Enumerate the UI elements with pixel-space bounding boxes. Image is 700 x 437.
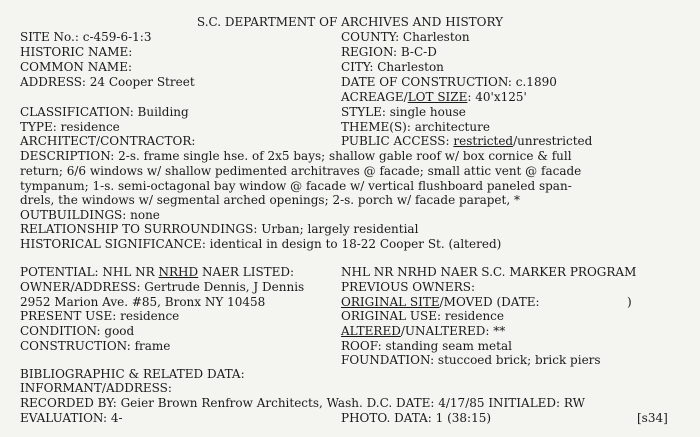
architect-contractor: ARCHITECT/CONTRACTOR:: [20, 134, 196, 148]
previous-owners: PREVIOUS OWNERS:: [341, 280, 475, 294]
county: COUNTY: Charleston: [341, 30, 470, 44]
listed-options: NHL NR NRHD NAER S.C. MARKER PROGRAM: [341, 265, 637, 279]
original-use: ORIGINAL USE: residence: [341, 309, 505, 323]
construction: CONSTRUCTION: frame: [20, 339, 171, 353]
common-name: COMMON NAME:: [20, 60, 133, 74]
moved-date-close: ): [627, 295, 632, 309]
description-line-3: tympanum; 1-s. semi-octagonal bay window @ facade w/ vertical flushboard paneled span-: [20, 179, 572, 193]
roof: ROOF: standing seam metal: [341, 339, 512, 353]
present-use: PRESENT USE: residence: [20, 309, 180, 323]
potential-label: POTENTIAL: NHL NR: [20, 265, 159, 279]
site-number: SITE No.: c-459-6-1:3: [20, 30, 152, 44]
moved-date-label: /MOVED (DATE:: [439, 295, 540, 309]
address: ADDRESS: 24 Cooper Street: [20, 75, 195, 89]
acreage-value: : 40'x125': [467, 90, 527, 104]
card-code: [s34]: [637, 411, 668, 425]
city: CITY: Charleston: [341, 60, 444, 74]
historic-name: HISTORIC NAME:: [20, 45, 133, 59]
public-access: [341, 134, 592, 149]
access-restricted: restricted: [453, 134, 514, 148]
acreage-label: ACREAGE/: [341, 90, 408, 104]
relationship-to-surroundings: RELATIONSHIP TO SURROUNDINGS: Urban; largely residential: [20, 222, 419, 236]
altered-unaltered: [341, 324, 505, 339]
condition: CONDITION: good: [20, 324, 135, 338]
evaluation: EVALUATION: 4-: [20, 411, 123, 425]
description-line-4: drels, the windows w/ segmental arched openings; 2-s. porch w/ facade parapet, *: [20, 193, 520, 207]
description-line-2: return; 6/6 windows w/ shallow pedimented architraves @ facade; small attic vent @ facade: [20, 164, 582, 178]
potential: [20, 265, 294, 280]
potential-listed: NAER LISTED:: [198, 265, 295, 279]
type: TYPE: residence: [20, 120, 120, 134]
region: REGION: B-C-D: [341, 45, 437, 59]
altered-label: ALTERED: [341, 324, 401, 338]
lot-size-label: LOT SIZE: [407, 90, 468, 104]
recorded-by: RECORDED BY: Geier Brown Renfrow Architects, Wash. D.C. DATE: 4/17/85 INITIALED: RW: [20, 396, 586, 410]
original-site-label: ORIGINAL SITE: [341, 295, 440, 309]
bibliographic-data: BIBLIOGRAPHIC & RELATED DATA:: [20, 367, 245, 381]
potential-nrhd: NRHD: [158, 265, 199, 279]
original-site-moved: [341, 295, 540, 310]
unaltered-label: /UNALTERED: **: [400, 324, 506, 338]
outbuildings: OUTBUILDINGS: none: [20, 208, 160, 222]
date-of-construction: DATE OF CONSTRUCTION: c.1890: [341, 75, 557, 89]
access-unrestricted: /unrestricted: [513, 134, 593, 148]
themes: THEME(S): architecture: [341, 120, 490, 134]
owner-address: OWNER/ADDRESS: Gertrude Dennis, J Dennis: [20, 280, 305, 294]
page-title: S.C. DEPARTMENT OF ARCHIVES AND HISTORY: [196, 15, 504, 29]
classification: CLASSIFICATION: Building: [20, 105, 189, 119]
description-line-1: DESCRIPTION: 2-s. frame single hse. of 2x5 bays; shallow gable roof w/ box cornice & full: [20, 149, 572, 163]
historical-significance: HISTORICAL SIGNIFICANCE: identical in design to 18-22 Cooper St. (altered): [20, 237, 502, 251]
acreage-lot-size: [341, 90, 527, 105]
owner-street-address: 2952 Marion Ave. #85, Bronx NY 10458: [20, 295, 266, 309]
photo-data: PHOTO. DATA: 1 (38:15): [341, 411, 492, 425]
style: STYLE: single house: [341, 105, 466, 119]
foundation: FOUNDATION: stuccoed brick; brick piers: [341, 353, 601, 367]
public-access-label: PUBLIC ACCESS:: [341, 134, 454, 148]
informant-address: INFORMANT/ADDRESS:: [20, 381, 172, 395]
